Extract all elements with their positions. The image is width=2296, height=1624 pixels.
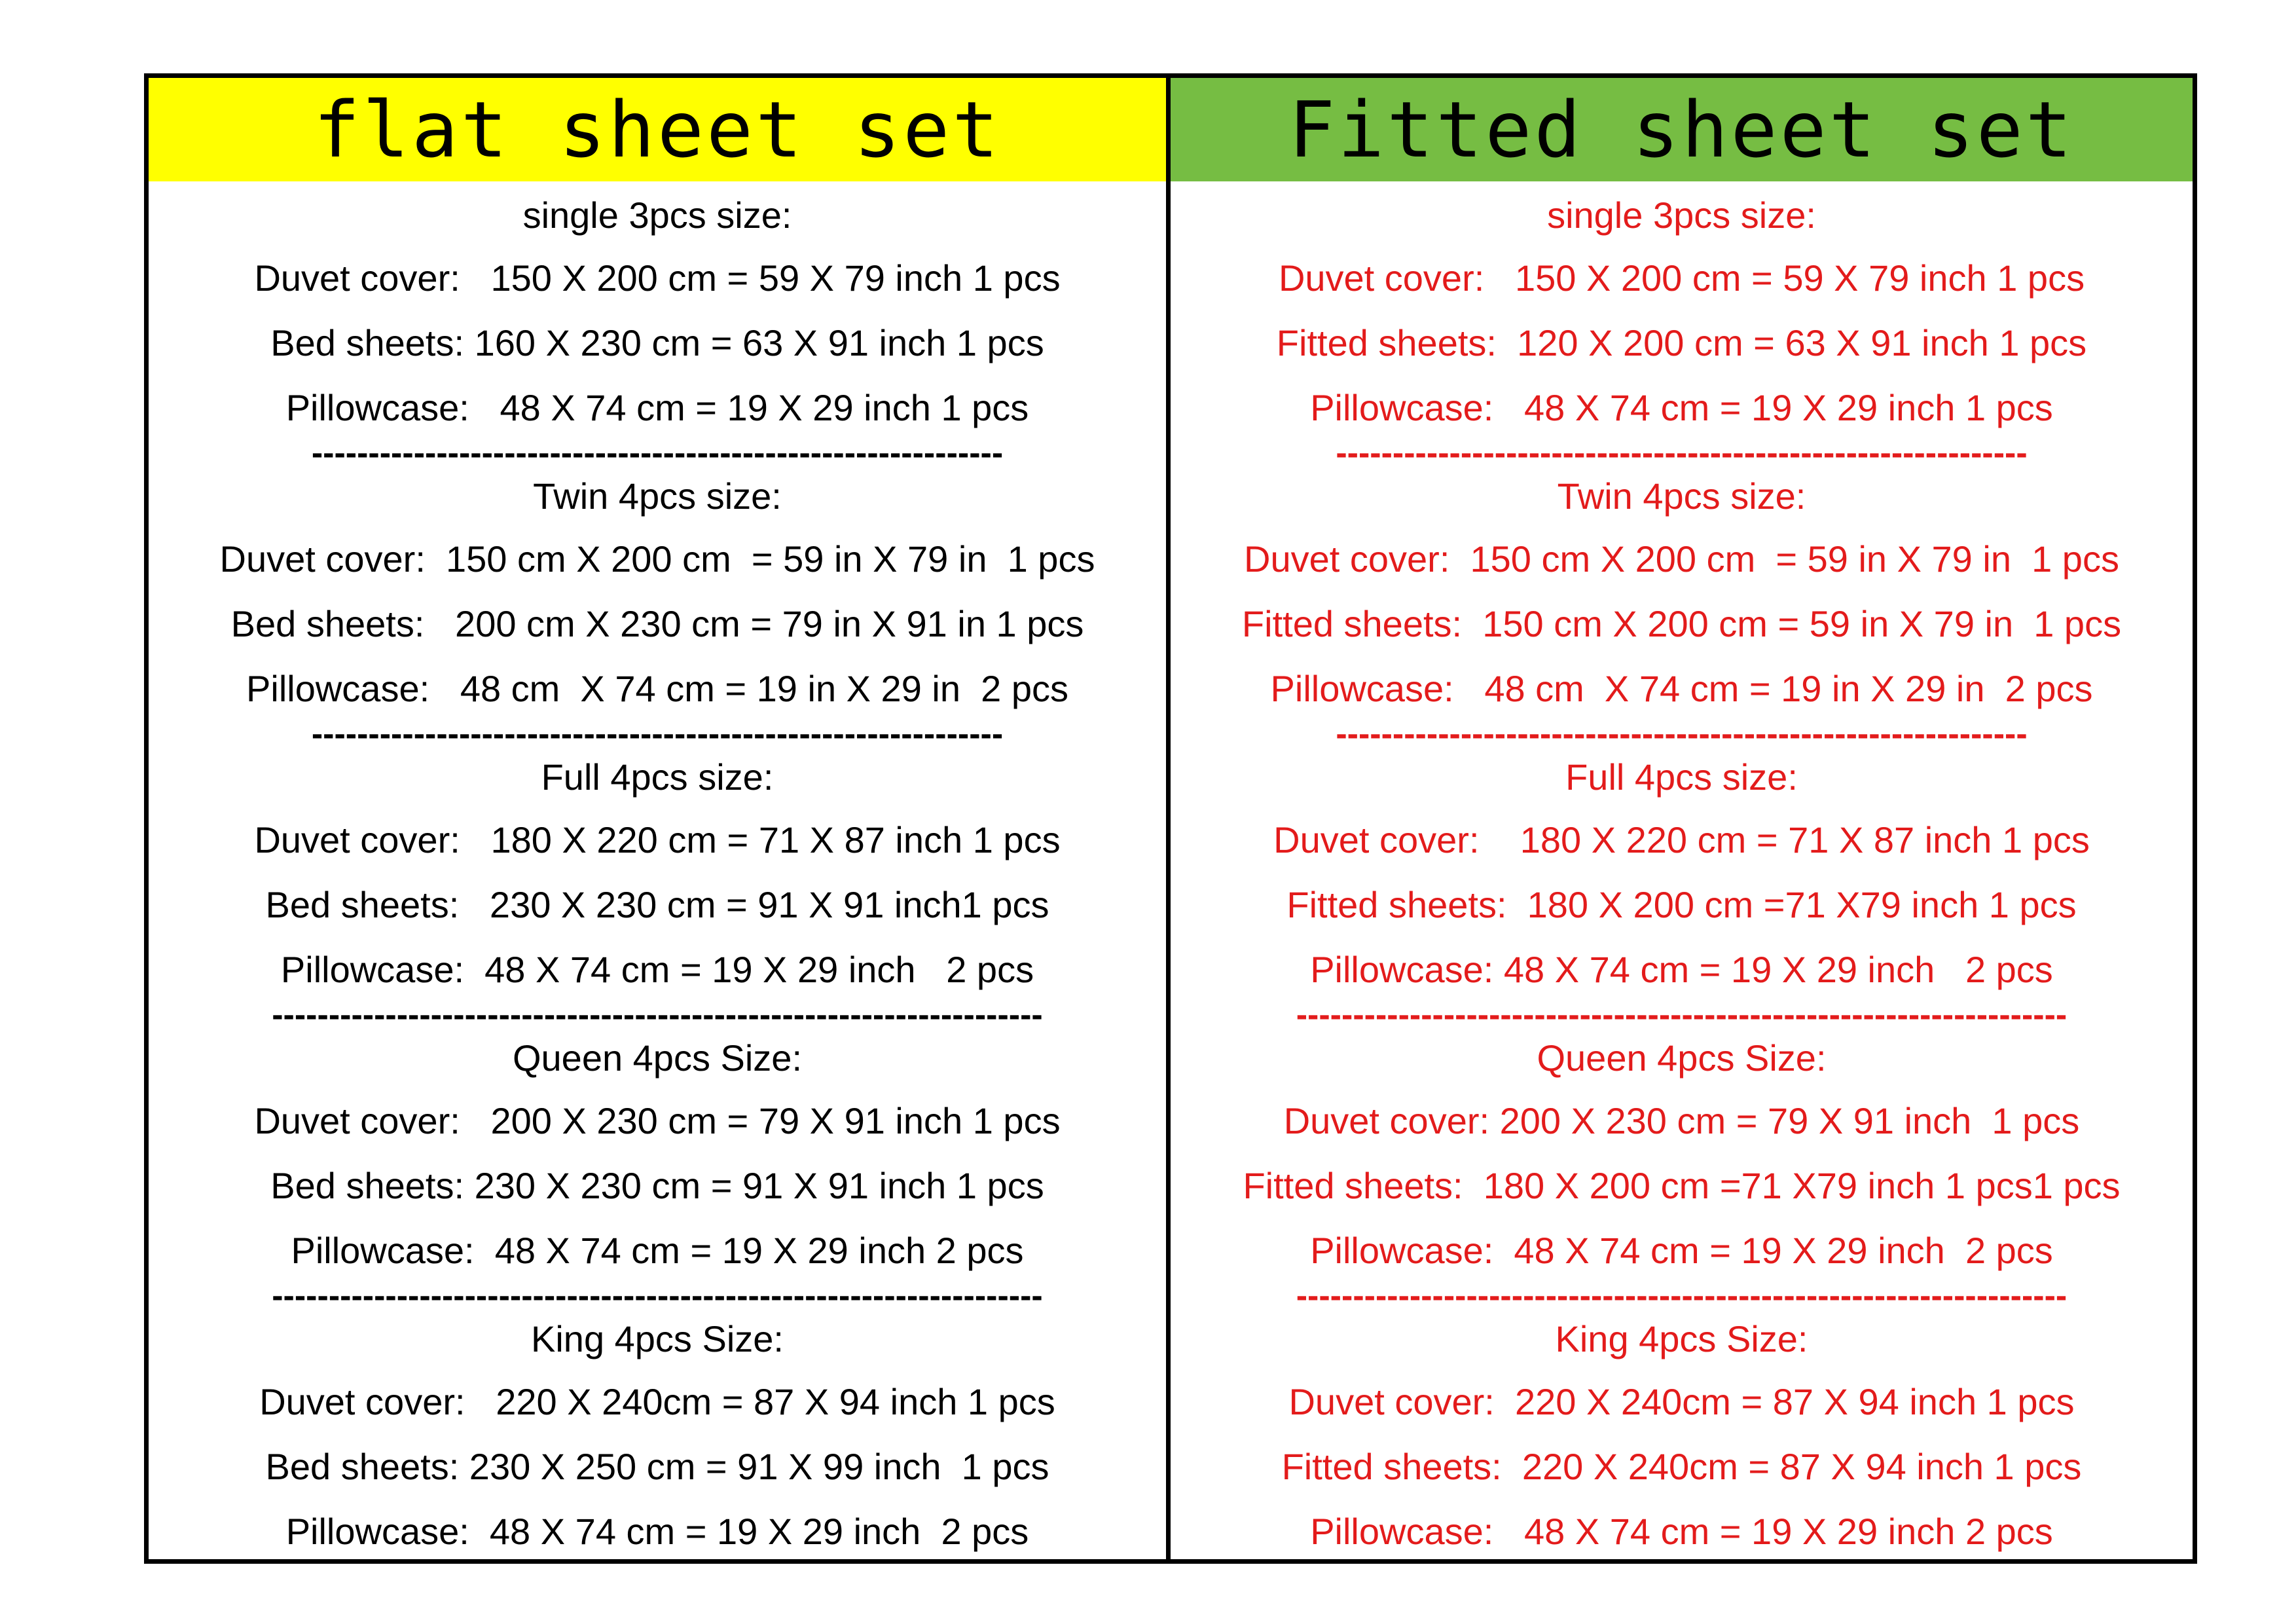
size-line: Pillowcase: 48 cm X 74 cm = 19 in X 29 in 2 pcs [1270,668,2093,709]
size-line: Fitted sheets: 150 cm X 200 cm = 59 in X 79 in 1 pcs [1241,603,2122,644]
size-line: Duvet cover: 200 X 230 cm = 79 X 91 inch 1 pcs [1283,1100,2080,1141]
size-line: Pillowcase: 48 X 74 cm = 19 X 29 inch 2 pcs [280,949,1034,990]
fitted-section-full [1171,747,2193,1002]
fitted-sheet-body [1171,181,2193,1564]
section-separator: ------------------------------------------------------------- [1336,440,2028,466]
section-separator: -------------------------------------------------------------------- [272,1283,1043,1309]
section-title: single 3pcs size: [1547,194,1816,236]
size-line: Pillowcase: 48 X 74 cm = 19 X 29 inch 1 pcs [285,387,1029,428]
fitted-sheet-header: Fitted sheet set [1171,78,2193,181]
size-line: Bed sheets: 230 X 250 cm = 91 X 99 inch 1 pcs [265,1446,1049,1487]
size-line: Duvet cover: 220 X 240cm = 87 X 94 inch 1 pcs [259,1381,1055,1422]
size-line: Pillowcase: 48 X 74 cm = 19 X 29 inch 1 pcs [1310,387,2053,428]
fitted-section-king [1171,1309,2193,1564]
section-title: King 4pcs Size: [1555,1318,1808,1359]
section-title: single 3pcs size: [522,194,792,236]
section-title: Twin 4pcs size: [533,475,782,517]
size-line: Duvet cover: 150 cm X 200 cm = 59 in X 79 in 1 pcs [219,538,1095,580]
flat-section-single [149,185,1166,440]
section-separator: ------------------------------------------------------------- [311,440,1004,466]
size-line: Fitted sheets: 220 X 240cm = 87 X 94 inch 1 pcs [1281,1446,2082,1487]
size-line: Fitted sheets: 120 X 200 cm = 63 X 91 inch 1 pcs [1276,322,2087,363]
section-title: Twin 4pcs size: [1557,475,1806,517]
section-title: King 4pcs Size: [531,1318,784,1359]
size-line: Fitted sheets: 180 X 200 cm =71 X79 inch 1 pcs [1286,884,2077,925]
flat-section-full [149,747,1166,1002]
size-line: Pillowcase: 48 X 74 cm = 19 X 29 inch 2 pcs [1310,1230,2053,1271]
size-line: Bed sheets: 160 X 230 cm = 63 X 91 inch 1 pcs [270,322,1044,363]
section-separator: -------------------------------------------------------------------- [272,1002,1043,1028]
fitted-section-queen [1171,1028,2193,1283]
size-line: Duvet cover: 200 X 230 cm = 79 X 91 inch 1 pcs [254,1100,1061,1141]
section-title: Queen 4pcs Size: [1537,1037,1827,1079]
size-line: Duvet cover: 220 X 240cm = 87 X 94 inch 1 pcs [1288,1381,2075,1422]
size-line: Bed sheets: 230 X 230 cm = 91 X 91 inch 1 pcs [270,1165,1044,1206]
size-line: Fitted sheets: 180 X 200 cm =71 X79 inch 1 pcs1 pcs [1243,1165,2121,1206]
flat-section-queen [149,1028,1166,1283]
fitted-sheet-column [1171,78,2193,1559]
size-line: Duvet cover: 180 X 220 cm = 71 X 87 inch 1 pcs [1273,819,2090,860]
flat-sheet-column [149,78,1171,1559]
size-line: Pillowcase: 48 cm X 74 cm = 19 in X 29 in 2 pcs [246,668,1068,709]
section-separator: -------------------------------------------------------------------- [1296,1002,2068,1028]
fitted-section-twin [1171,466,2193,721]
flat-sheet-header: flat sheet set [149,78,1166,181]
section-title: Full 4pcs size: [541,756,774,798]
flat-section-king [149,1309,1166,1564]
size-chart-table [144,73,2197,1564]
size-line: Duvet cover: 150 X 200 cm = 59 X 79 inch 1 pcs [254,257,1061,299]
flat-section-twin [149,466,1166,721]
flat-sheet-body [149,181,1166,1564]
size-line: Duvet cover: 150 X 200 cm = 59 X 79 inch 1 pcs [1278,257,2085,299]
fitted-section-single [1171,185,2193,440]
section-title: Full 4pcs size: [1565,756,1798,798]
size-line: Pillowcase: 48 X 74 cm = 19 X 29 inch 2 pcs [291,1230,1024,1271]
section-separator: -------------------------------------------------------------------- [1296,1283,2068,1309]
size-line: Duvet cover: 150 cm X 200 cm = 59 in X 79 in 1 pcs [1244,538,2119,580]
size-line: Bed sheets: 230 X 230 cm = 91 X 91 inch1 pcs [265,884,1049,925]
size-line: Pillowcase: 48 X 74 cm = 19 X 29 inch 2 pcs [1310,949,2053,990]
section-title: Queen 4pcs Size: [512,1037,803,1079]
size-line: Pillowcase: 48 X 74 cm = 19 X 29 inch 2 pcs [1310,1511,2053,1552]
size-line: Bed sheets: 200 cm X 230 cm = 79 in X 91 in 1 pcs [230,603,1084,644]
size-line: Pillowcase: 48 X 74 cm = 19 X 29 inch 2 pcs [285,1511,1029,1552]
size-line: Duvet cover: 180 X 220 cm = 71 X 87 inch 1 pcs [254,819,1061,860]
section-separator: ------------------------------------------------------------- [311,721,1004,747]
section-separator: ------------------------------------------------------------- [1336,721,2028,747]
